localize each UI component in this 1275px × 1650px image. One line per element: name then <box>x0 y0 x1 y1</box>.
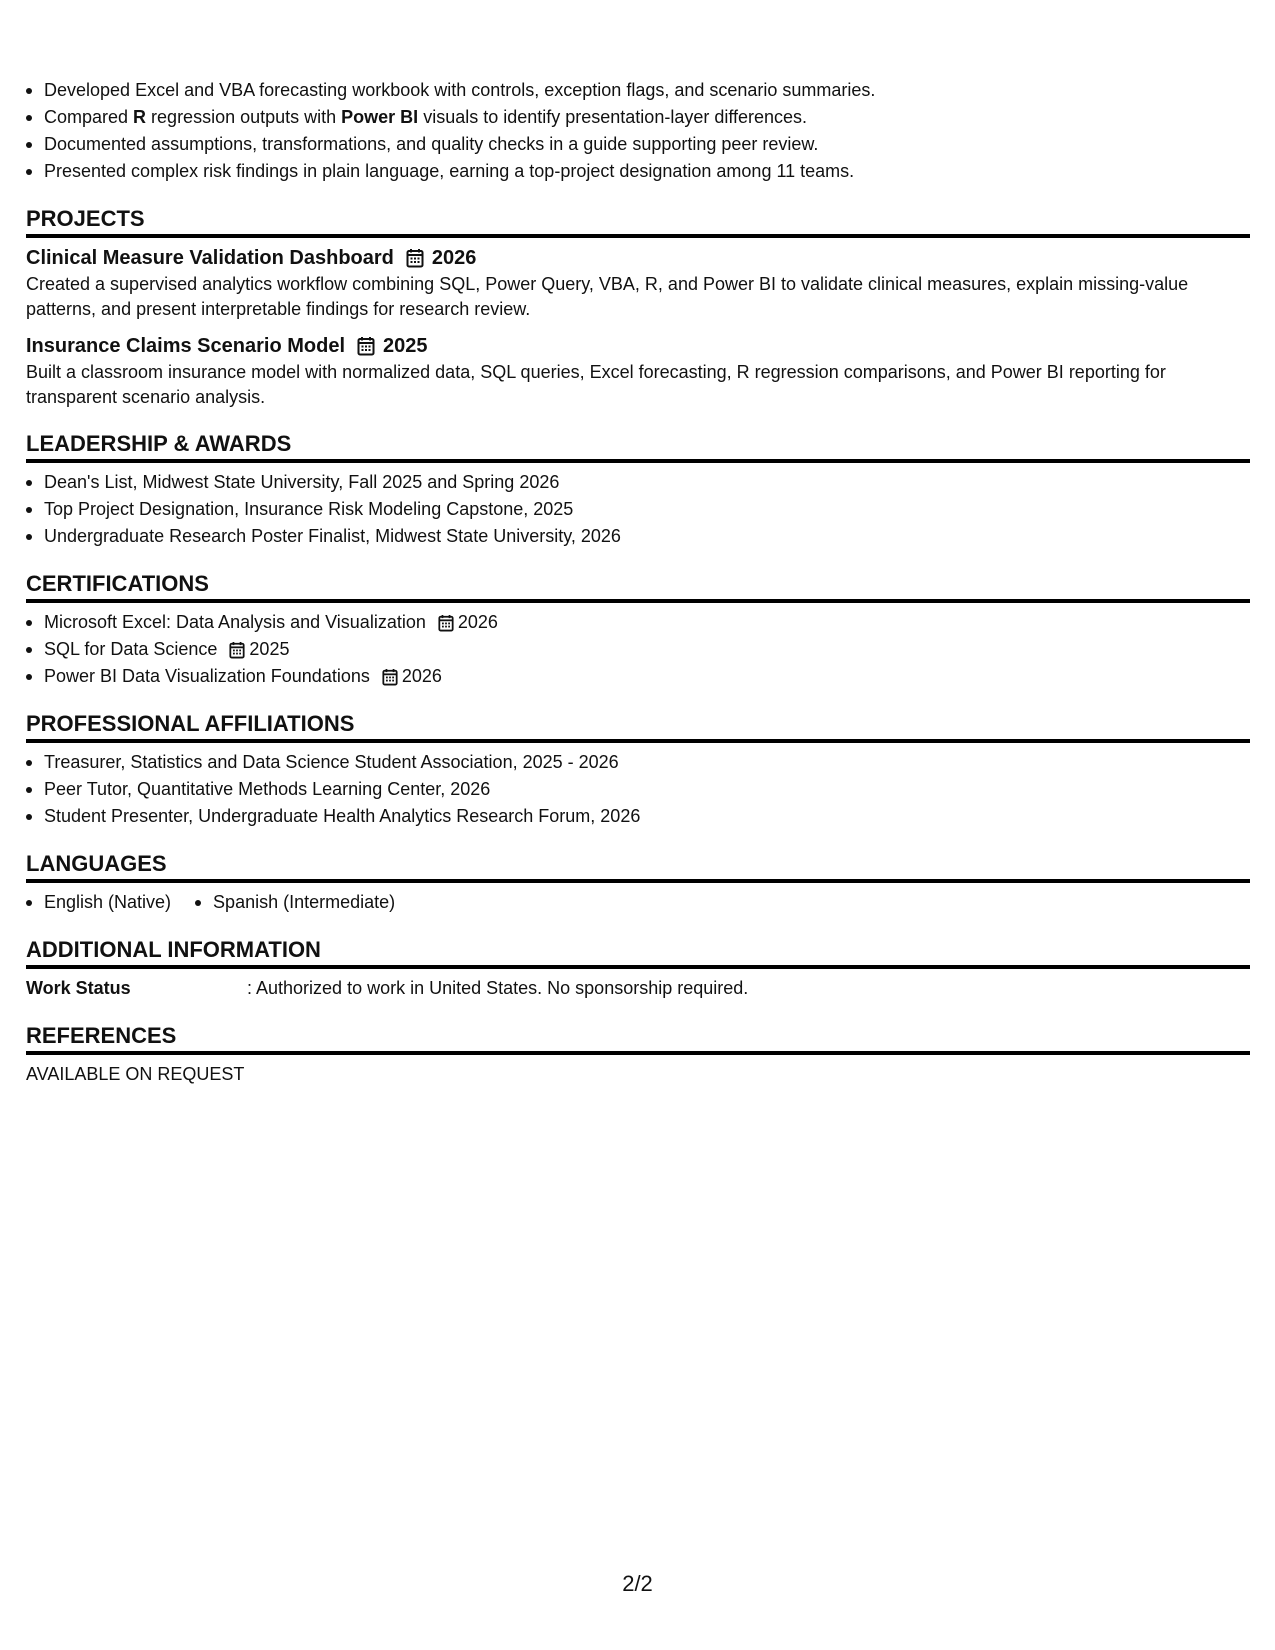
affiliations-list <box>26 749 1250 830</box>
languages-list <box>26 889 1250 916</box>
project-name: Clinical Measure Validation Dashboard <box>26 247 394 269</box>
references-text: AVAILABLE ON REQUEST <box>26 1064 245 1084</box>
resume-page <box>26 77 1250 1088</box>
project-year: 2026 <box>431 247 477 269</box>
certification-year: 2025 <box>249 639 290 659</box>
certification-year: 2026 <box>457 612 498 632</box>
list-item: Top Project Designation, Insurance Risk Modeling Capstone, 2025 <box>26 496 1250 523</box>
list-item: Compared R regression outputs with Power BI visuals to identify presentation-layer differences. <box>26 104 1250 131</box>
section-title-languages: LANGUAGES <box>26 849 1250 883</box>
list-item: Dean's List, Midwest State University, Fall 2025 and Spring 2026 <box>26 469 1250 496</box>
list-item: Undergraduate Research Poster Finalist, Midwest State University, 2026 <box>26 523 1250 550</box>
certification-name: Power BI Data Visualization Foundations <box>44 666 370 686</box>
certification-name: SQL for Data Science <box>44 639 218 659</box>
certification-year: 2026 <box>401 666 442 686</box>
calendar-icon <box>229 641 245 659</box>
work-status-value: : Authorized to work in United States. No sponsorship required. <box>247 978 749 998</box>
section-title-references: REFERENCES <box>26 1021 1250 1055</box>
project-name: Insurance Claims Scenario Model <box>26 335 345 357</box>
list-item <box>26 663 1250 690</box>
project-year: 2025 <box>383 335 428 357</box>
list-item: Developed Excel and VBA forecasting workbook with controls, exception flags, and scenario summaries. <box>26 77 1250 104</box>
certifications-list <box>26 609 1250 690</box>
experience-bullets <box>26 77 1250 185</box>
work-status-label: Work Status <box>26 978 131 998</box>
section-title-leadership: LEADERSHIP & AWARDS <box>26 429 1250 463</box>
section-title-additional: ADDITIONAL INFORMATION <box>26 935 1250 969</box>
calendar-icon <box>438 614 454 632</box>
list-item <box>26 609 1250 636</box>
list-item: Peer Tutor, Quantitative Methods Learning Center, 2026 <box>26 776 1250 803</box>
section-title-projects: PROJECTS <box>26 204 1250 238</box>
certification-name: Microsoft Excel: Data Analysis and Visualization <box>44 612 426 632</box>
leadership-list <box>26 469 1250 550</box>
list-item: Treasurer, Statistics and Data Science Student Association, 2025 - 2026 <box>26 749 1250 776</box>
project-item <box>26 244 1250 322</box>
list-item: Spanish (Intermediate) <box>195 889 395 916</box>
project-description: Created a supervised analytics workflow combining SQL, Power Query, VBA, R, and Power BI to validate clinical measures, explain missing-value patterns, and present interpretable findings for research review. <box>26 274 1189 319</box>
calendar-icon <box>406 248 424 268</box>
list-item <box>26 636 1250 663</box>
section-title-affiliations: PROFESSIONAL AFFILIATIONS <box>26 709 1250 743</box>
project-item <box>26 332 1250 410</box>
list-item: Presented complex risk findings in plain language, earning a top-project designation among 11 teams. <box>26 158 1250 185</box>
list-item: Student Presenter, Undergraduate Health Analytics Research Forum, 2026 <box>26 803 1250 830</box>
section-title-certifications: CERTIFICATIONS <box>26 569 1250 603</box>
page-number: 2/2 <box>622 1571 653 1596</box>
work-status-row <box>26 975 1250 1002</box>
project-description: Built a classroom insurance model with normalized data, SQL queries, Excel forecasting, R regression comparisons, and Power BI reporting for transparent scenario analysis. <box>26 362 1166 407</box>
list-item: English (Native) <box>26 889 171 916</box>
calendar-icon <box>357 336 375 356</box>
list-item: Documented assumptions, transformations, and quality checks in a guide supporting peer review. <box>26 131 1250 158</box>
calendar-icon <box>382 668 398 686</box>
